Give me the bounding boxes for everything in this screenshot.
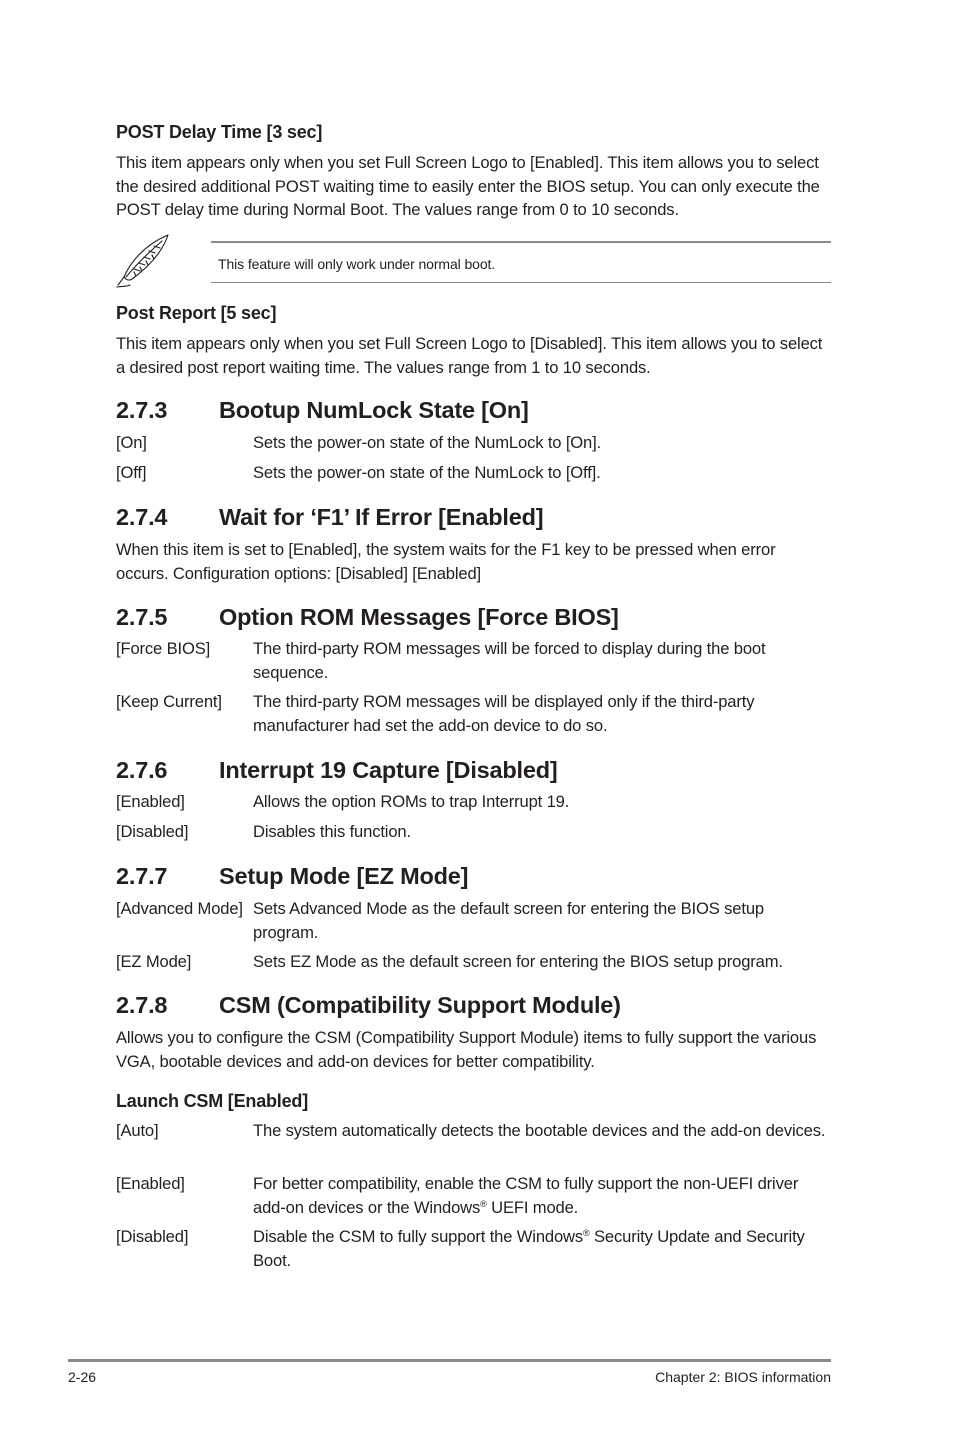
section-number: 2.7.4 bbox=[116, 504, 168, 530]
option-key: [Enabled] bbox=[116, 1174, 185, 1193]
section-title: Bootup NumLock State [On] bbox=[219, 397, 529, 423]
registered-mark: ® bbox=[583, 1228, 590, 1238]
option-desc: The third-party ROM messages will be displayed only if the third-party manufacturer had set the add-on device to do so. bbox=[253, 692, 755, 735]
section-heading-2-7-3 bbox=[116, 396, 529, 424]
option-desc: Disables this function. bbox=[253, 822, 411, 841]
option-key: [On] bbox=[116, 433, 147, 452]
option-row bbox=[116, 950, 831, 974]
section-heading-2-7-6 bbox=[116, 756, 558, 784]
section-title: Option ROM Messages [Force BIOS] bbox=[219, 604, 619, 630]
option-desc: Sets the power-on state of the NumLock to [On]. bbox=[253, 433, 602, 452]
option-row bbox=[116, 897, 831, 945]
post-report-heading: Post Report [5 sec] bbox=[116, 303, 277, 323]
option-row bbox=[116, 820, 831, 844]
option-key: [EZ Mode] bbox=[116, 952, 192, 971]
post-delay-heading: POST Delay Time [3 sec] bbox=[116, 122, 323, 142]
option-key: [Enabled] bbox=[116, 792, 185, 811]
option-row bbox=[116, 1119, 831, 1167]
option-desc-text: Disable the CSM to fully support the Windows bbox=[253, 1227, 584, 1246]
section-body-2-7-8: Allows you to configure the CSM (Compatibility Support Module) items to fully support the various VGA, bootable devices and add-on devices for better compatibility. bbox=[116, 1028, 817, 1071]
option-desc bbox=[253, 1225, 833, 1272]
option-desc-text: Security Update and Security Boot. bbox=[253, 1227, 805, 1270]
section-title: CSM (Compatibility Support Module) bbox=[219, 992, 621, 1018]
section-number: 2.7.7 bbox=[116, 863, 168, 889]
registered-mark: ® bbox=[480, 1198, 487, 1209]
section-body-2-7-4: When this item is set to [Enabled], the system waits for the F1 key to be pressed when error occurs. Configuration options: [Disabled] [Enabled] bbox=[116, 540, 776, 583]
option-row bbox=[116, 790, 831, 814]
option-row bbox=[116, 431, 831, 455]
section-title: Interrupt 19 Capture [Disabled] bbox=[219, 757, 558, 783]
launch-csm-heading: Launch CSM [Enabled] bbox=[116, 1091, 309, 1111]
option-key: [Auto] bbox=[116, 1121, 159, 1140]
option-row bbox=[116, 1225, 831, 1273]
option-key: [Disabled] bbox=[116, 1227, 189, 1246]
section-number: 2.7.6 bbox=[116, 757, 168, 783]
section-heading-2-7-4 bbox=[116, 503, 543, 531]
note-top-rule bbox=[211, 241, 831, 243]
option-key: [Keep Current] bbox=[116, 692, 222, 711]
option-row bbox=[116, 637, 831, 685]
footer-rule bbox=[68, 1359, 831, 1362]
option-row bbox=[116, 1172, 831, 1220]
option-desc: Sets the power-on state of the NumLock to [Off]. bbox=[253, 463, 601, 482]
option-desc: The system automatically detects the bootable devices and the add-on devices. bbox=[253, 1121, 826, 1140]
option-row bbox=[116, 461, 831, 485]
pen-note-icon bbox=[114, 233, 172, 289]
option-key: [Off] bbox=[116, 463, 147, 482]
option-desc: Sets Advanced Mode as the default screen for entering the BIOS setup program. bbox=[253, 899, 764, 942]
option-key: [Force BIOS] bbox=[116, 639, 211, 658]
section-heading-2-7-5 bbox=[116, 603, 619, 631]
note-bottom-rule bbox=[211, 282, 831, 283]
section-heading-2-7-7 bbox=[116, 862, 468, 890]
option-desc-text: UEFI mode. bbox=[486, 1197, 579, 1217]
option-key: [Disabled] bbox=[116, 822, 189, 841]
section-title: Wait for ‘F1’ If Error [Enabled] bbox=[219, 504, 544, 530]
section-number: 2.7.8 bbox=[116, 992, 168, 1018]
option-desc: Allows the option ROMs to trap Interrupt 19. bbox=[253, 792, 570, 811]
section-heading-2-7-8 bbox=[116, 991, 621, 1019]
note-text: This feature will only work under normal boot. bbox=[218, 256, 496, 272]
option-row bbox=[116, 690, 831, 738]
post-delay-body: This item appears only when you set Full Screen Logo to [Enabled]. This item allows you to select the desired additional POST waiting time to easily enter the BIOS setup. You can only execute the POST delay time during Normal Boot. The values range from 0 to 10 seconds. bbox=[116, 153, 820, 219]
section-number: 2.7.3 bbox=[116, 397, 168, 423]
footer-page-number: 2-26 bbox=[68, 1369, 97, 1385]
option-desc-text: For better compatibility, enable the CSM to fully support the non-UEFI driver add-on devices or the Windows bbox=[253, 1174, 799, 1217]
section-number: 2.7.5 bbox=[116, 604, 168, 630]
option-key: [Advanced Mode] bbox=[116, 899, 243, 918]
section-title: Setup Mode [EZ Mode] bbox=[219, 863, 469, 889]
post-report-body: This item appears only when you set Full Screen Logo to [Disabled]. This item allows you to select a desired post report waiting time. The values range from 1 to 10 seconds. bbox=[116, 334, 823, 377]
option-desc bbox=[253, 1172, 833, 1219]
option-desc: The third-party ROM messages will be forced to display during the boot sequence. bbox=[253, 639, 766, 682]
footer-chapter: Chapter 2: BIOS information bbox=[655, 1369, 831, 1385]
option-desc: Sets EZ Mode as the default screen for entering the BIOS setup program. bbox=[253, 952, 783, 971]
